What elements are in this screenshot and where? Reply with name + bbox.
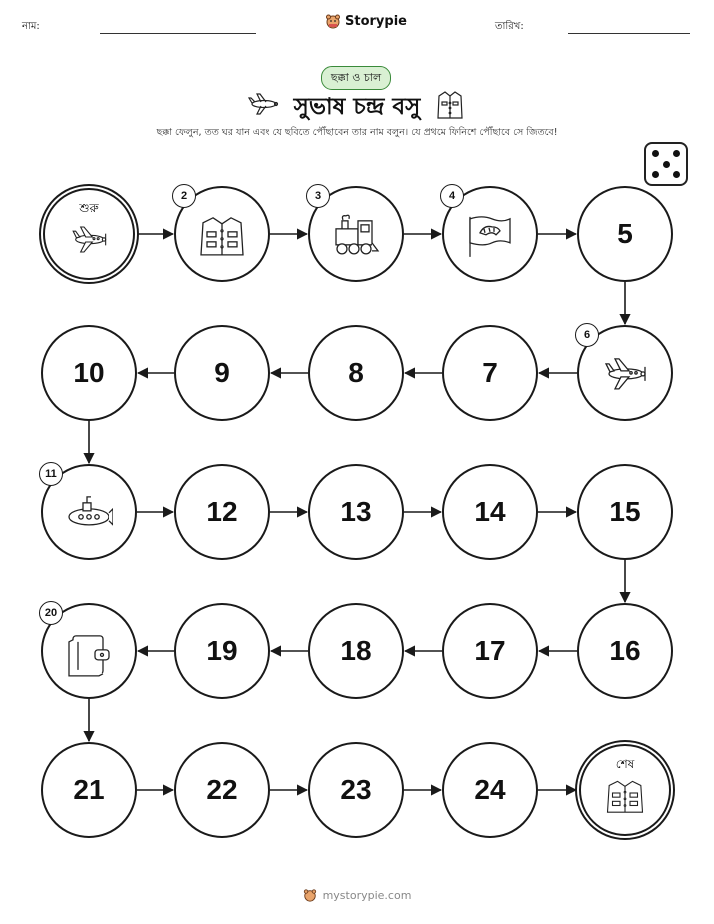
- cell-number: 24: [474, 774, 506, 805]
- instructions: ছক্কা ফেলুন, তত ঘর যান এবং যে ছবিতে পৌঁছাবেন তার নাম বলুন। যে প্রথমে ফিনিশে পৌঁছাবে সে জিতবে!: [156, 127, 558, 138]
- cell-number: 22: [206, 774, 238, 805]
- cell-number: 14: [474, 496, 506, 527]
- cell-number: 15: [609, 496, 641, 527]
- steam-train-icon: [332, 214, 380, 262]
- cell-number: 17: [474, 635, 506, 666]
- cell-number: 9: [214, 357, 230, 388]
- board-cell-14: [442, 464, 538, 560]
- board-cell-2: [174, 186, 270, 282]
- cell-number: 8: [348, 357, 364, 388]
- page-title: সুভাষ চন্দ্র বসু: [293, 94, 421, 120]
- cell-number: 5: [617, 218, 633, 249]
- cell-number: 13: [340, 496, 372, 527]
- cell-number: 16: [609, 635, 641, 666]
- board-cell-12: [174, 464, 270, 560]
- board-cell-21: [41, 742, 137, 838]
- board-cell-18: [308, 603, 404, 699]
- board-cell-4: [442, 186, 538, 282]
- name-label: নাম:: [22, 21, 40, 32]
- board-cell-11: [41, 464, 137, 560]
- board-cell-24: [442, 742, 538, 838]
- diary-book-icon: [65, 631, 113, 679]
- finish-label: শেষ: [615, 757, 635, 771]
- cell-number: 12: [206, 496, 238, 527]
- cell-number: 10: [73, 357, 105, 388]
- board-cell-19: [174, 603, 270, 699]
- cell-number-tag: 3: [306, 184, 330, 208]
- airplane-icon: [601, 353, 649, 401]
- cell-number-tag: 6: [575, 323, 599, 347]
- game-type-badge: ছক্কা ও চাল: [321, 66, 391, 90]
- board-cell-23: [308, 742, 404, 838]
- submarine-icon: [65, 492, 113, 540]
- board-cell-13: [308, 464, 404, 560]
- board-cell-15: [577, 464, 673, 560]
- cell-number: 7: [482, 357, 498, 388]
- bear-logo-icon: [303, 888, 317, 902]
- board-cell-20: [41, 603, 137, 699]
- cell-number-tag: 2: [172, 184, 196, 208]
- uniform-jacket-icon: [605, 778, 645, 818]
- board-cell-7: [442, 325, 538, 421]
- start-label: শুরু: [79, 201, 99, 215]
- board-cell-22: [174, 742, 270, 838]
- board-cell-9: [174, 325, 270, 421]
- cell-number: 18: [340, 635, 372, 666]
- cell-number-tag: 4: [440, 184, 464, 208]
- board-cell-3: [308, 186, 404, 282]
- board-cell-6: [577, 325, 673, 421]
- board-cell-8: [308, 325, 404, 421]
- footer-url[interactable]: mystorypie.com: [322, 888, 412, 902]
- brand-name: Storypie: [345, 13, 407, 29]
- airplane-icon: [69, 222, 109, 262]
- footer: [0, 888, 714, 902]
- cell-number: 19: [206, 635, 238, 666]
- date-label: তারিখ:: [495, 21, 524, 32]
- cell-number: 23: [340, 774, 372, 805]
- board-cell-5: [577, 186, 673, 282]
- cell-number-tag: 20: [39, 601, 63, 625]
- cell-number: 21: [73, 774, 105, 805]
- board-cell-1: [43, 188, 135, 280]
- board-cell-17: [442, 603, 538, 699]
- board-cell-25: [579, 744, 671, 836]
- uniform-jacket-icon: [198, 214, 246, 262]
- board-cell-16: [577, 603, 673, 699]
- cell-number-tag: 11: [39, 462, 63, 486]
- tiger-flag-icon: [466, 214, 514, 262]
- board-cell-10: [41, 325, 137, 421]
